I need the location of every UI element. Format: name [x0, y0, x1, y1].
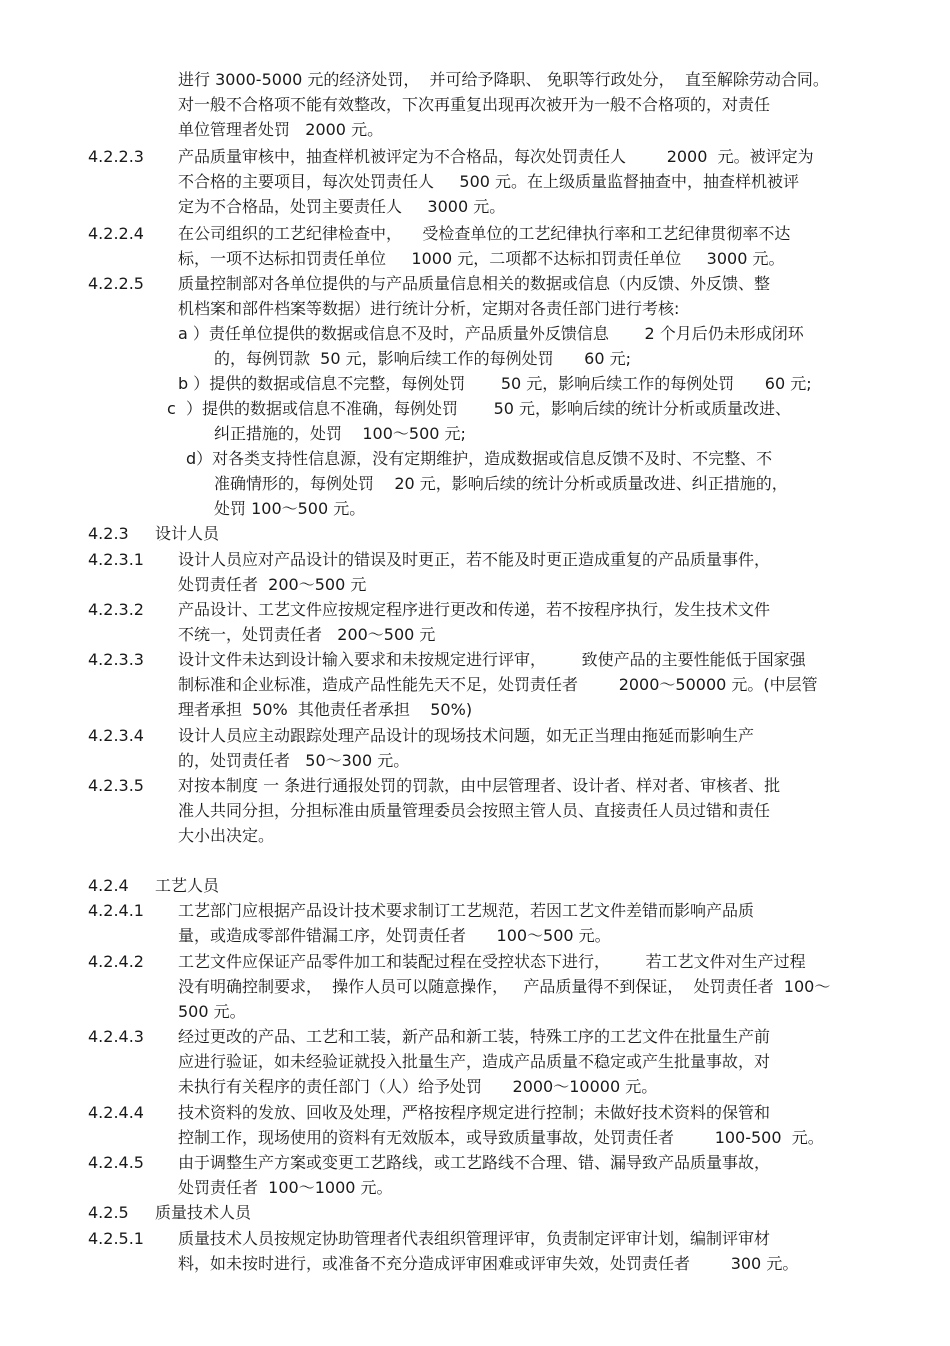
text-line: 量，或造成零部件错漏工序，处罚责任者 100～500 元。	[178, 926, 611, 945]
text-line: 工艺部门应根据产品设计技术要求制订工艺规范，若因工艺文件差错而影响产品质	[178, 901, 755, 920]
text-line: 机档案和部件档案等数据）进行统计分析，定期对各责任部门进行考核:	[178, 299, 680, 318]
text-line: 处罚责任者 200～500 元	[178, 575, 367, 594]
text-line: 单位管理者处罚 2000 元。	[178, 120, 384, 139]
text-line: 质量控制部对各单位提供的与产品质量信息相关的数据或信息（内反馈、外反馈、整	[178, 274, 771, 293]
text-line: 不合格的主要项目，每次处罚责任人 500 元。在上级质量监督抽查中，抽查样机被评	[178, 172, 800, 191]
text-line: 进行 3000-5000 元的经济处罚， 并可给予降职、 免职等行政处分， 直至解除劳动合同。	[178, 70, 829, 89]
text-line: 工艺人员	[155, 876, 220, 895]
text-line: 处罚 100～500 元。	[214, 499, 366, 518]
text-line: 定为不合格品，处罚主要责任人 3000 元。	[178, 197, 506, 216]
text-line: 4.2.2.5	[88, 274, 144, 293]
text-line: 应进行验证，如未经验证就投入批量生产，造成产品质量不稳定或产生批量事故，对	[178, 1052, 771, 1071]
text-line: 4.2.3.5	[88, 776, 144, 795]
text-line: 4.2.3.3	[88, 650, 144, 669]
text-line: 标，一项不达标扣罚责任单位 1000 元，二项都不达标扣罚责任单位 3000 元。	[178, 249, 785, 268]
text-line: 准确情形的，每例处罚 20 元，影响后续的统计分析或质量改进、纠正措施的，	[214, 474, 788, 493]
text-line: b ）提供的数据或信息不完整，每例处罚 50 元，影响后续工作的每例处罚 60 元;	[178, 374, 812, 393]
text-line: 设计人员应主动跟踪处理产品设计的现场技术问题，如无正当理由拖延而影响生产	[178, 726, 755, 745]
text-line: a ）责任单位提供的数据或信息不及时，产品质量外反馈信息 2 个月后仍未形成闭环	[178, 324, 804, 343]
text-line: 4.2.3	[88, 524, 129, 543]
text-line: 处罚责任者 100～1000 元。	[178, 1178, 393, 1197]
text-line: 设计人员	[155, 524, 220, 543]
text-line: 制标准和企业标准，造成产品性能先天不足，处罚责任者 2000～50000 元。(中层管	[178, 675, 818, 694]
text-line: 质量技术人员按规定协助管理者代表组织管理评审，负责制定评审计划，编制评审材	[178, 1229, 771, 1248]
text-line: 对一般不合格项不能有效整改，下次再重复出现再次被开为一般不合格项的，对责任	[178, 95, 771, 114]
text-line: 的，每例罚款 50 元，影响后续工作的每例处罚 60 元;	[214, 349, 631, 368]
text-line: 4.2.2.4	[88, 224, 144, 243]
text-line: d）对各类支持性信息源，没有定期维护，造成数据或信息反馈不及时、不完整、不	[186, 449, 773, 468]
text-line: 4.2.3.4	[88, 726, 144, 745]
text-line: 产品设计、工艺文件应按规定程序进行更改和传递，若不按程序执行，发生技术文件	[178, 600, 771, 619]
text-line: 设计人员应对产品设计的错误及时更正，若不能及时更正造成重复的产品质量事件，	[178, 550, 771, 569]
text-line: 技术资料的发放、回收及处理，严格按程序规定进行控制；未做好技术资料的保管和	[178, 1103, 771, 1122]
text-line: 产品质量审核中，抽查样机被评定为不合格品，每次处罚责任人 2000 元。被评定为	[178, 147, 814, 166]
text-line: 未执行有关程序的责任部门（人）给予处罚 2000～10000 元。	[178, 1077, 658, 1096]
text-line: 的，处罚责任者 50～300 元。	[178, 751, 410, 770]
text-line: c ）提供的数据或信息不准确，每例处罚 50 元，影响后续的统计分析或质量改进、	[167, 399, 792, 418]
text-line: 经过更改的产品、工艺和工装，新产品和新工装，特殊工序的工艺文件在批量生产前	[178, 1027, 771, 1046]
text-line: 由于调整生产方案或变更工艺路线，或工艺路线不合理、错、漏导致产品质量事故，	[178, 1153, 771, 1172]
text-line: 控制工作，现场使用的资料有无效版本，或导致质量事故，处罚责任者 100-500 元。	[178, 1128, 824, 1147]
text-line: 4.2.4.2	[88, 952, 144, 971]
text-line: 质量技术人员	[155, 1203, 252, 1222]
text-line: 4.2.2.3	[88, 147, 144, 166]
text-line: 大小出决定。	[178, 826, 275, 845]
text-line: 4.2.5	[88, 1203, 129, 1222]
text-line: 4.2.3.1	[88, 550, 144, 569]
text-line: 不统一，处罚责任者 200～500 元	[178, 625, 436, 644]
text-line: 设计文件未达到设计输入要求和未按规定进行评审， 致使产品的主要性能低于国家强	[178, 650, 806, 669]
text-line: 在公司组织的工艺纪律检查中， 受检查单位的工艺纪律执行率和工艺纪律贯彻率不达	[178, 224, 791, 243]
text-line: 4.2.3.2	[88, 600, 144, 619]
text-line: 料，如未按时进行，或准备不充分造成评审困难或评审失效，处罚责任者 300 元。	[178, 1254, 799, 1273]
text-line: 4.2.4.1	[88, 901, 144, 920]
text-line: 没有明确控制要求， 操作人员可以随意操作， 产品质量得不到保证， 处罚责任者 100～	[178, 977, 831, 996]
text-line: 对按本制度 一 条进行通报处罚的罚款，由中层管理者、设计者、样对者、审核者、批	[178, 776, 781, 795]
text-line: 纠正措施的，处罚 100～500 元;	[214, 424, 466, 443]
text-line: 500 元。	[178, 1002, 246, 1021]
text-line: 工艺文件应保证产品零件加工和装配过程在受控状态下进行， 若工艺文件对生产过程	[178, 952, 806, 971]
text-line: 4.2.4	[88, 876, 129, 895]
text-line: 准人共同分担，分担标准由质量管理委员会按照主管人员、直接责任人员过错和责任	[178, 801, 771, 820]
text-line: 4.2.4.4	[88, 1103, 144, 1122]
text-line: 4.2.4.3	[88, 1027, 144, 1046]
text-line: 理者承担 50% 其他责任者承担 50%)	[178, 700, 473, 719]
text-line: 4.2.4.5	[88, 1153, 144, 1172]
text-line: 4.2.5.1	[88, 1229, 144, 1248]
